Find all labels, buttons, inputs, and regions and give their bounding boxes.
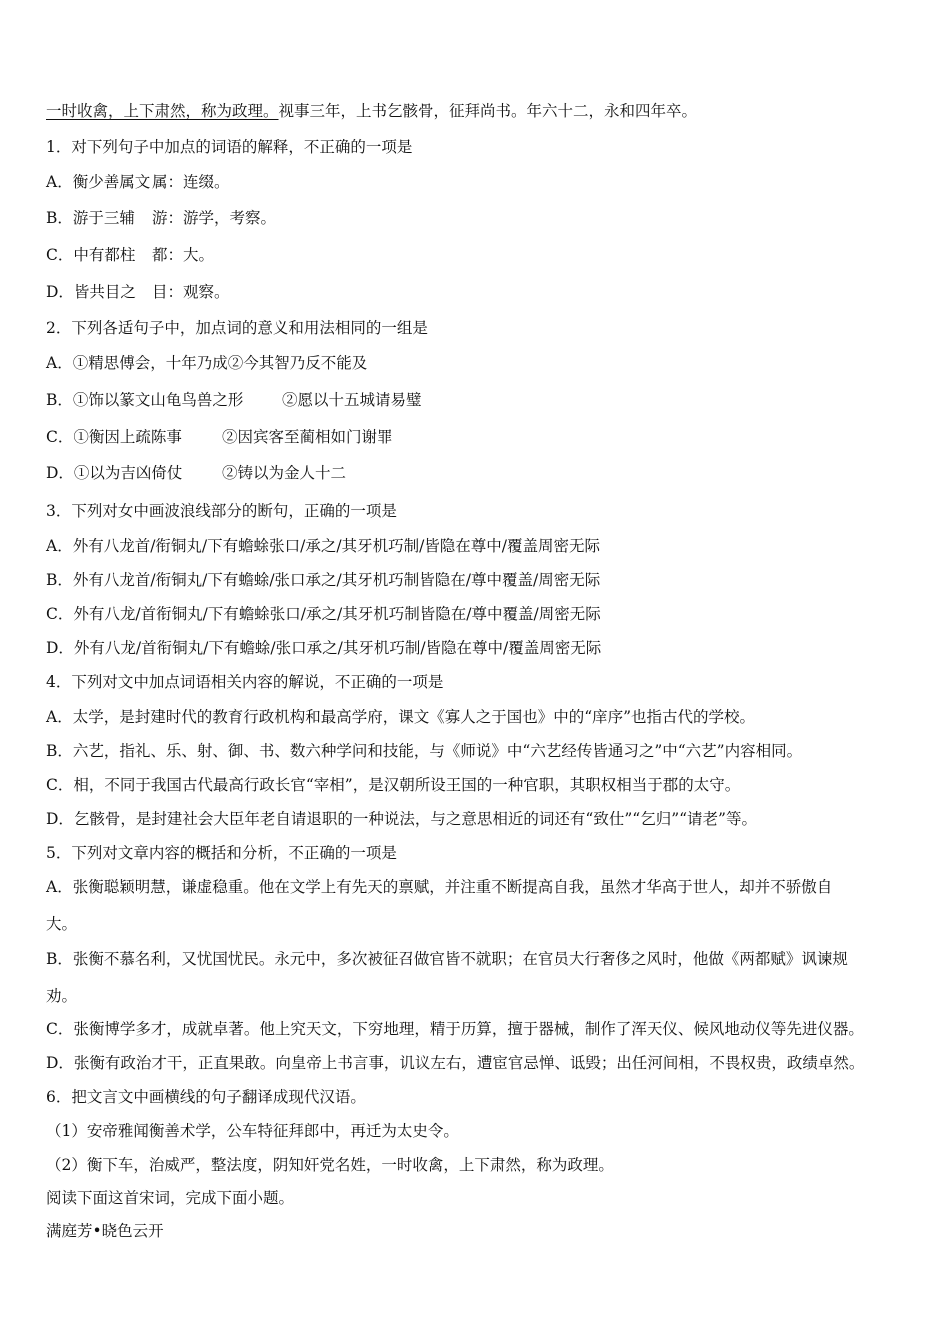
q3-option-a[interactable]: A．外有八龙首/衔铜丸/下有蟾蜍张口/承之/其牙机巧制/皆隐在尊中/覆盖周密无际 [46, 537, 601, 555]
q5-stem: 5．下列对文章内容的概括和分析，不正确的一项是 [46, 844, 397, 862]
q1-option-a-gloss: 属：连缀。 [152, 173, 230, 191]
q4-option-a[interactable]: A．太学，是封建时代的教育行政机构和最高学府，课文《寡人之于国也》中的“庠序”也指古代的学校。 [46, 708, 756, 726]
q5-option-a-line1[interactable]: A．张衡聪颖明慧，谦虚稳重。他在文学上有先天的禀赋，并注重不断提高自我，虽然才华高于世人，却并不骄傲自 [46, 878, 833, 896]
q2-option-d[interactable]: D．①以为吉凶倚仗 ②铸以为金人十二 [46, 464, 347, 482]
q1-stem: 1．对下列句子中加点的词语的解释，不正确的一项是 [46, 138, 413, 156]
q3-option-d[interactable]: D．外有八龙/首衔铜丸/下有蟾蜍/张口承之/其牙机巧制/皆隐在尊中/覆盖周密无际 [46, 639, 602, 657]
q5-option-c[interactable]: C．张衡博学多才，成就卓著。他上究天文，下穷地理，精于历算，擅于器械，制作了浑天仪、候风地动仪等先进仪器。 [46, 1020, 864, 1038]
q1-option-c[interactable]: C．中有都柱 都：大。 [46, 246, 215, 264]
q2-option-c[interactable]: C．①衡因上疏陈事 ②因宾客至蔺相如门谢罪 [46, 428, 393, 446]
q4-option-c[interactable]: C．相，不同于我国古代最高行政长官“宰相”，是汉朝所设王国的一种官职，其职权相当于郡的太守。 [46, 776, 741, 794]
q1-option-c-gloss: 都：大。 [152, 246, 215, 264]
q1-option-b[interactable]: B．游于三辅 游：游学，考察。 [46, 209, 277, 227]
q5-option-b-line2: 劝。 [46, 987, 78, 1005]
passage-tail-text: 视事三年，上书乞骸骨，征拜尚书。年六十二，永和四年卒。 [278, 102, 698, 120]
reading-instruction: 阅读下面这首宋词，完成下面小题。 [46, 1189, 295, 1207]
q4-stem: 4．下列对文中加点词语相关内容的解说，不正确的一项是 [46, 673, 444, 691]
poem-title: 满庭芳•晓色云开 [46, 1222, 164, 1240]
q1-option-d-gloss: 目：观察。 [152, 283, 230, 301]
q5-option-b-line1[interactable]: B．张衡不慕名利，又忧国忧民。永元中，多次被征召做官皆不就职；在官员大行奢侈之风时，他做《两都赋》讽谏规 [46, 950, 848, 968]
q2-option-b[interactable]: B．①饰以篆文山龟鸟兽之形 ②愿以十五城请易璧 [46, 391, 422, 409]
q1-option-d[interactable]: D．皆共目之 目：观察。 [46, 283, 230, 301]
underlined-sentence: 一时收禽，上下肃然，称为政理。 [46, 102, 279, 120]
q6-stem: 6．把文言文中画横线的句子翻译成现代汉语。 [46, 1088, 366, 1106]
q1-option-b-gloss: 游：游学，考察。 [152, 209, 277, 227]
q5-option-a-line2: 大。 [46, 915, 78, 933]
q4-option-d[interactable]: D．乞骸骨，是封建社会大臣年老自请退职的一种说法，与之意思相近的词还有“致仕”“乞归”“请老”等。 [46, 810, 757, 828]
q4-option-b[interactable]: B．六艺，指礼、乐、射、御、书、数六种学问和技能，与《师说》中“六艺经传皆通习之”中“六艺”内容相同。 [46, 742, 803, 760]
q3-option-c[interactable]: C．外有八龙/首衔铜丸/下有蟾蜍张口/承之/其牙机巧制皆隐在/尊中覆盖/周密无际 [46, 605, 601, 623]
passage-tail-line [46, 100, 697, 122]
q1-option-a[interactable]: A．衡少善属文 属：连缀。 [46, 173, 230, 191]
q2-option-a[interactable]: A．①精思傅会，十年乃成②今其智乃反不能及 [46, 354, 368, 372]
q6-sentence-1: （1）安帝雅闻衡善术学，公车特征拜郎中，再迁为太史令。 [46, 1122, 459, 1140]
q3-stem: 3．下列对女中画波浪线部分的断句，正确的一项是 [46, 502, 397, 520]
q3-option-b[interactable]: B．外有八龙首/衔铜丸/下有蟾蜍/张口承之/其牙机巧制皆隐在/尊中覆盖/周密无际 [46, 571, 601, 589]
q6-sentence-2: （2）衡下车，治威严，整法度，阴知奸党名姓，一时收禽，上下肃然，称为政理。 [46, 1156, 614, 1174]
q5-option-d[interactable]: D．张衡有政治才干，正直果敢。向皇帝上书言事，讥议左右，遭宦官忌惮、诋毁；出任河间相，不畏权贵，政绩卓然。 [46, 1054, 865, 1072]
q2-stem: 2．下列各适句子中，加点词的意义和用法相同的一组是 [46, 319, 428, 337]
